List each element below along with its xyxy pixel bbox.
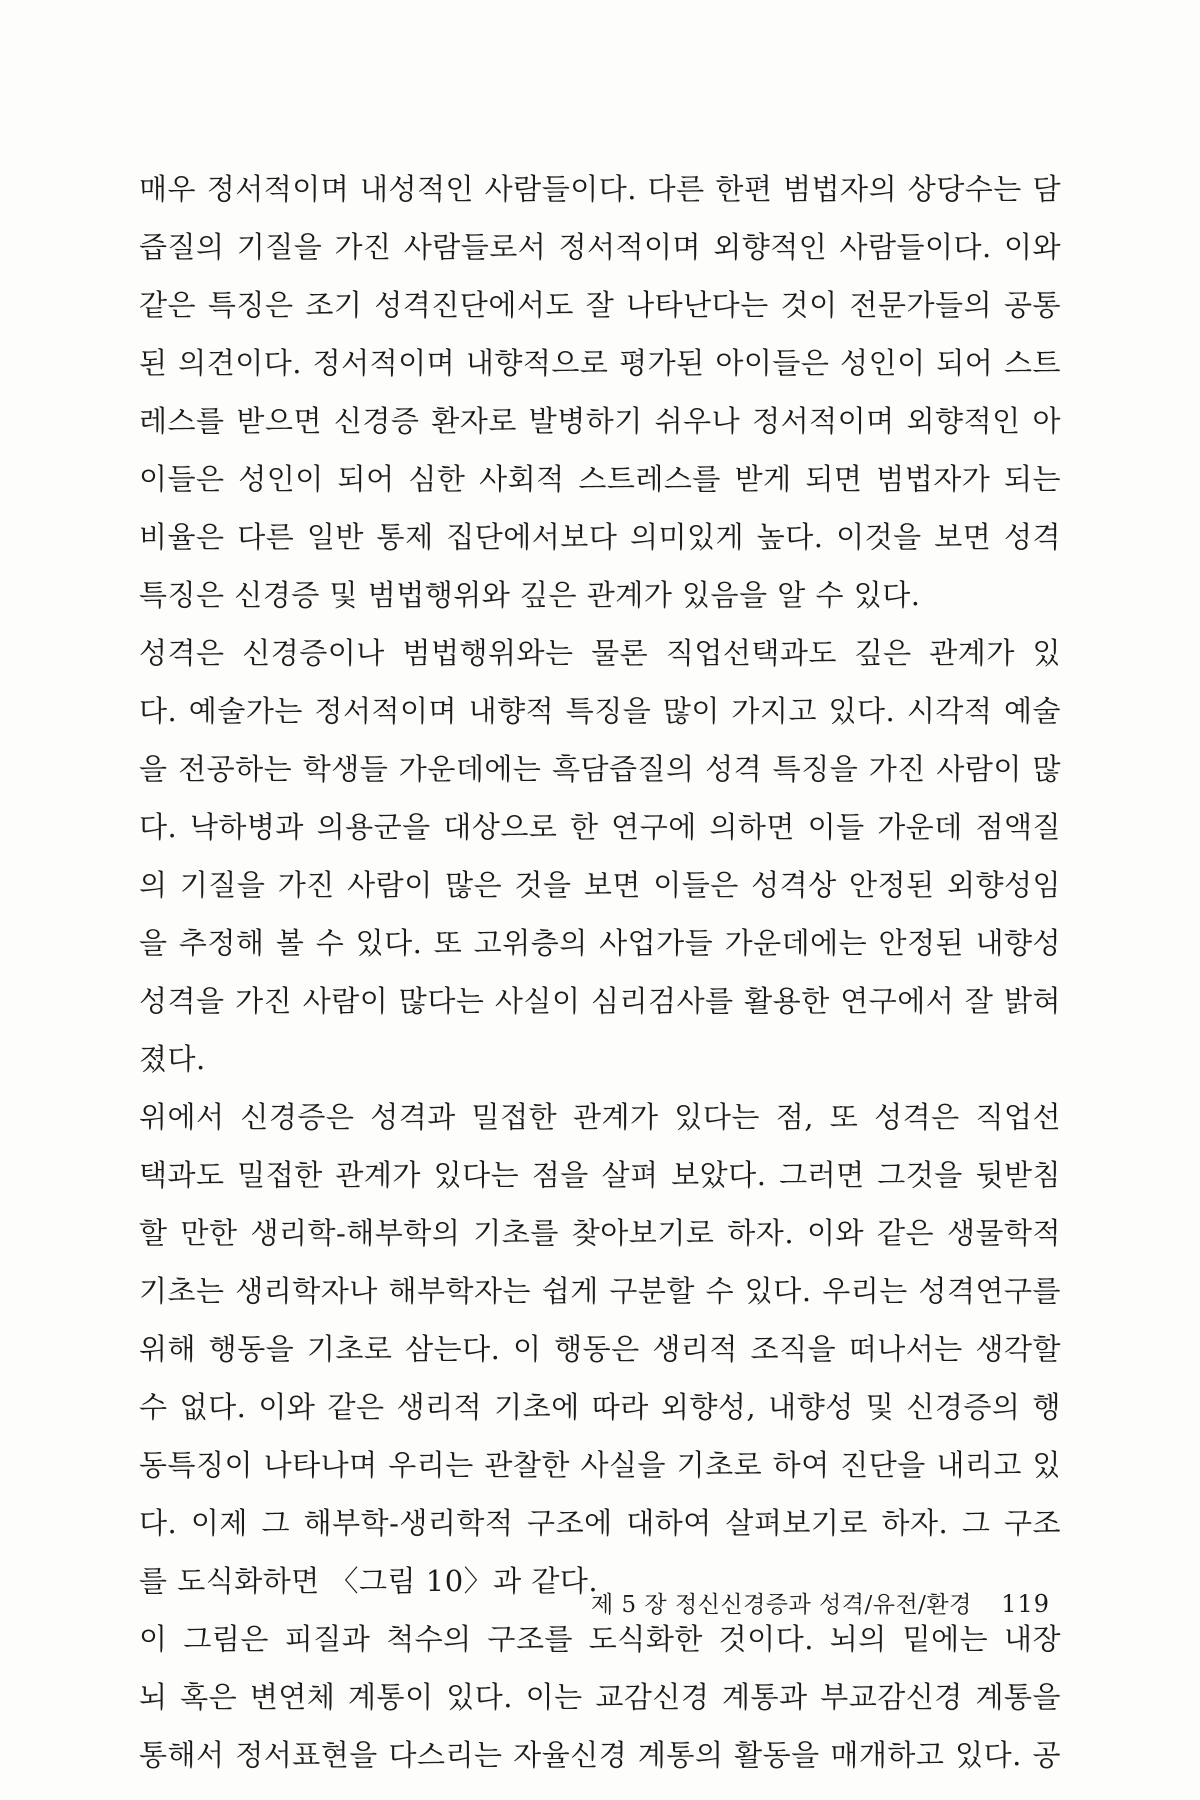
text-line: 이들은 성인이 되어 심한 사회적 스트레스를 받게 되면 범법자가 되는 [139, 462, 1061, 496]
paragraph [139, 1610, 1061, 1784]
text-line: 을 추정해 볼 수 있다. 또 고위층의 사업가들 가운데에는 안정된 내향성 [139, 926, 1061, 960]
page-number: 119 [1001, 1590, 1050, 1618]
text-line: 된 의견이다. 정서적이며 내향적으로 평가된 아이들은 성인이 되어 스트 [139, 346, 1061, 380]
text-line: 동특징이 나타나며 우리는 관찰한 사실을 기초로 하여 진단을 내리고 있 [139, 1448, 1061, 1482]
text-line: 의 기질을 가진 사람이 많은 것을 보면 이들은 성격상 안정된 외향성임 [139, 868, 1061, 902]
paragraph [139, 1088, 1061, 1610]
text-line: 특징은 신경증 및 범법행위와 깊은 관계가 있음을 알 수 있다. [139, 578, 921, 612]
text-line: 성격은 신경증이나 범법행위와는 물론 직업선택과도 깊은 관계가 있 [139, 636, 1061, 670]
text-line: 뇌 혹은 변연체 계통이 있다. 이는 교감신경 계통과 부교감신경 계통을 [139, 1680, 1061, 1714]
text-line: 를 도식화하면 〈그림 10〉과 같다. [139, 1564, 599, 1598]
text-line: 매우 정서적이며 내성적인 사람들이다. 다른 한편 범법자의 상당수는 담 [139, 172, 1061, 206]
body-text [139, 160, 1061, 1784]
text-line: 할 만한 생리학-해부학의 기초를 찾아보기로 하자. 이와 같은 생물학적 [139, 1216, 1061, 1250]
text-line: 다. 낙하병과 의용군을 대상으로 한 연구에 의하면 이들 가운데 점액질 [139, 810, 1061, 844]
text-line: 비율은 다른 일반 통제 집단에서보다 의미있게 높다. 이것을 보면 성격 [139, 520, 1061, 554]
text-line: 같은 특징은 조기 성격진단에서도 잘 나타난다는 것이 전문가들의 공통 [139, 288, 1061, 322]
page-footer [591, 1584, 1050, 1624]
text-line: 위에서 신경증은 성격과 밀접한 관계가 있다는 점, 또 성격은 직업선 [139, 1100, 1061, 1134]
text-line: 졌다. [139, 1042, 206, 1076]
text-line: 즙질의 기질을 가진 사람들로서 정서적이며 외향적인 사람들이다. 이와 [139, 230, 1061, 264]
text-line: 이 그림은 피질과 척수의 구조를 도식화한 것이다. 뇌의 밑에는 내장 [139, 1622, 1061, 1656]
text-line: 레스를 받으면 신경증 환자로 발병하기 쉬우나 정서적이며 외향적인 아 [139, 404, 1061, 438]
text-line: 위해 행동을 기초로 삼는다. 이 행동은 생리적 조직을 떠나서는 생각할 [139, 1332, 1061, 1366]
text-line: 성격을 가진 사람이 많다는 사실이 심리검사를 활용한 연구에서 잘 밝혀 [139, 984, 1061, 1018]
text-line: 다. 예술가는 정서적이며 내향적 특징을 많이 가지고 있다. 시각적 예술 [139, 694, 1061, 728]
text-line: 다. 이제 그 해부학-생리학적 구조에 대하여 살펴보기로 하자. 그 구조 [139, 1506, 1061, 1540]
paragraph [139, 160, 1061, 624]
text-line: 통해서 정서표현을 다스리는 자율신경 계통의 활동을 매개하고 있다. 공 [139, 1738, 1061, 1772]
text-line: 수 없다. 이와 같은 생리적 기초에 따라 외향성, 내향성 및 신경증의 행 [139, 1390, 1061, 1424]
text-line: 기초는 생리학자나 해부학자는 쉽게 구분할 수 있다. 우리는 성격연구를 [139, 1274, 1061, 1308]
paragraph [139, 624, 1061, 1088]
running-head: 제 5 장 정신신경증과 성격/유전/환경 [590, 1592, 972, 1618]
text-line: 을 전공하는 학생들 가운데에는 흑담즙질의 성격 특징을 가진 사람이 많 [139, 752, 1061, 786]
text-line: 택과도 밀접한 관계가 있다는 점을 살펴 보았다. 그러면 그것을 뒷받침 [139, 1158, 1061, 1192]
